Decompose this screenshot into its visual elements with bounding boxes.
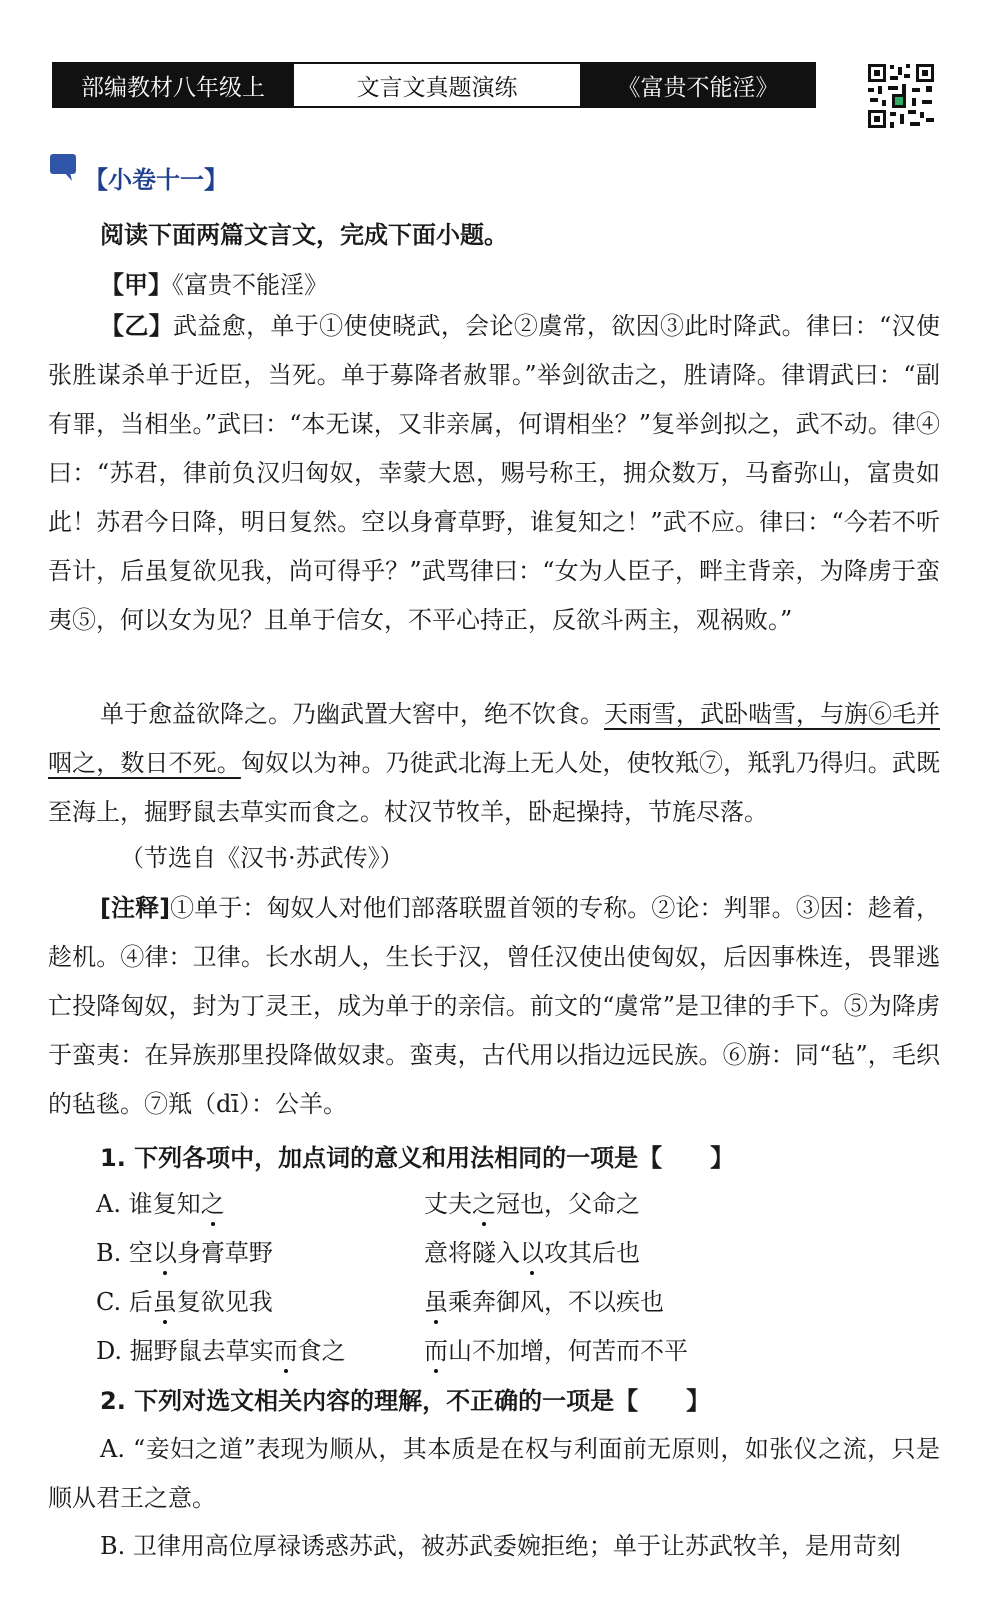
question-1-stem: 1. 下列各项中，加点词的意义和用法相同的一项是【 】 bbox=[100, 1144, 735, 1172]
passage-yi bbox=[48, 302, 940, 645]
passage-yi-p2-start: 单于愈益欲降之。乃幽武置大窖中，绝不饮食。 bbox=[100, 700, 604, 728]
q2-option-b: B. 卫律用高位厚禄诱惑苏武，被苏武委婉拒绝；单于让苏武牧羊，是用苛刻 bbox=[100, 1532, 901, 1560]
header-topic: 文言文真题演练 bbox=[292, 64, 582, 106]
header-grade: 部编教材八年级上 bbox=[54, 64, 292, 106]
instruction: 阅读下面两篇文言文，完成下面小题。 bbox=[100, 221, 508, 249]
qr-code-icon bbox=[866, 62, 936, 130]
q1-option-c-right: 虽乘奔御风，不以疾也 bbox=[424, 1288, 664, 1316]
question-2-stem: 2. 下列对选文相关内容的理解，不正确的一项是【 】 bbox=[100, 1387, 711, 1415]
passage-jia bbox=[100, 265, 328, 300]
q1-option-d-left: D. 掘野鼠去草实而食之 bbox=[96, 1337, 346, 1365]
passage-source: （节选自《汉书·苏武传》） bbox=[120, 844, 404, 872]
passage-yi-paragraph-2 bbox=[48, 690, 940, 837]
q1-option-a-left: A. 谁复知之 bbox=[96, 1190, 225, 1218]
passage-yi-label: 【乙】 bbox=[100, 312, 174, 340]
q1-option-c-left: C. 后虽复欲见我 bbox=[96, 1288, 273, 1316]
bookmark-icon bbox=[50, 154, 80, 182]
q1-option-a-right: 丈夫之冠也，父命之 bbox=[424, 1190, 640, 1218]
annotations-text: ①单于：匈奴人对他们部落联盟首领的专称。②论：判罪。③因：趁着，趁机。④律：卫律。长水胡人，生长于汉，曾任汉使出使匈奴，后因事株连，畏罪逃亡投降匈奴，封为丁灵王，成为单于的亲信。前文的“虞常”是卫律的手下。⑤为降虏于蛮夷：在异族那里投降做奴隶。蛮夷，古代用以指边远民族。⑥旃：同“毡”，毛织的毡毯。⑦羝（dī）：公羊。 bbox=[48, 894, 941, 1118]
q2-option-a: A. “妾妇之道”表现为顺从，其本质是在权与利面前无原则，如张仪之流，只是顺从君王之意。 bbox=[48, 1435, 940, 1512]
passage-jia-label: 【甲】 bbox=[100, 271, 172, 299]
annotations bbox=[48, 884, 940, 1129]
passage-yi-p2-end: 匈奴以为神。乃徙武北海上无人处，使牧羝⑦，羝乳乃得归。武既至海上，掘野鼠去草实而食之。杖汉节牧羊，卧起操持，节旄尽落。 bbox=[48, 749, 940, 826]
q1-option-d-right: 而山不加增，何苦而不平 bbox=[424, 1337, 688, 1365]
header-lesson: 《富贵不能淫》 bbox=[582, 64, 814, 106]
section-title: 【小卷十一】 bbox=[84, 166, 228, 194]
q1-option-b-left: B. 空以身膏草野 bbox=[96, 1239, 273, 1267]
annotations-label: [注释] bbox=[100, 894, 171, 922]
underlined-sentence: 天雨雪，武卧啮雪，与旃⑥毛并咽之，数日不死。 bbox=[48, 700, 940, 777]
passage-jia-title: 《富贵不能淫》 bbox=[172, 271, 328, 299]
header-bar bbox=[52, 62, 816, 108]
q1-option-b-right: 意将隧入以攻其后也 bbox=[424, 1239, 640, 1267]
passage-yi-text: 武益愈，单于①使使晓武，会论②虞常，欲因③此时降武。律曰：“汉使张胜谋杀单于近臣，当死。单于募降者赦罪。”举剑欲击之，胜请降。律谓武曰：“副有罪，当相坐。”武曰：“本无谋，又非亲属，何谓相坐？”复举剑拟之，武不动。律④曰：“苏君，律前负汉归匈奴，幸蒙大恩，赐号称王，拥众数万，马畜弥山，富贵如此！苏君今日降，明日复然。空以身膏草野，谁复知之！”武不应。律曰：“今若不听吾计，后虽复欲见我，尚可得乎？”武骂律曰：“女为人臣子，畔主背亲，为降虏于蛮夷⑤，何以女为见？且单于信女，不平心持正，反欲斗两主，观祸败。” bbox=[48, 312, 940, 634]
